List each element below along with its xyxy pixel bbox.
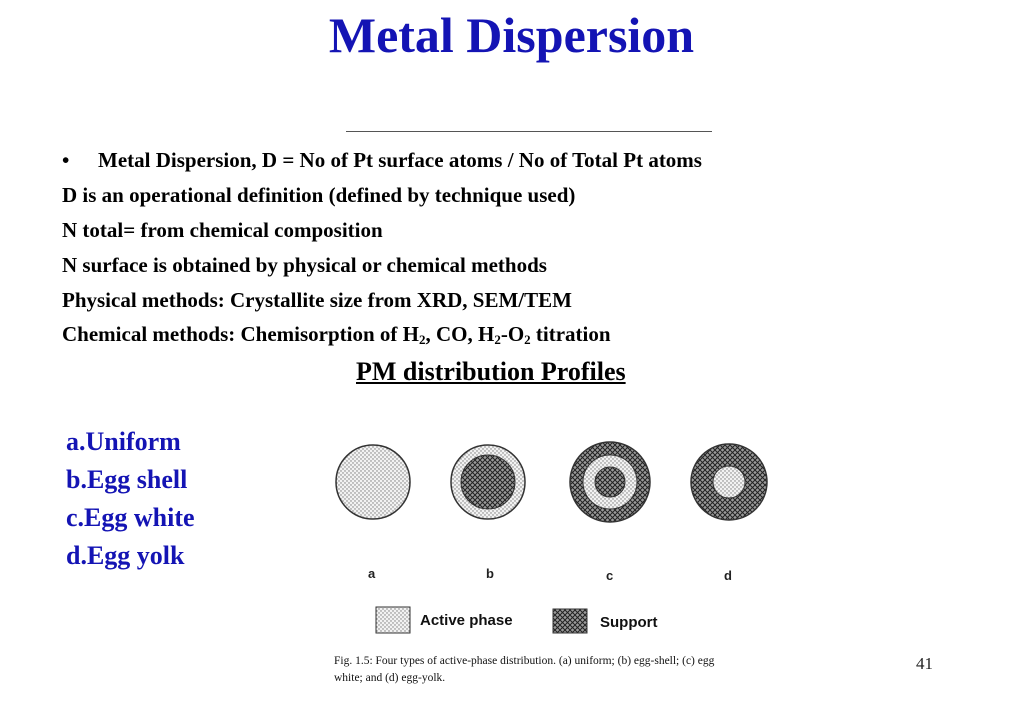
figure-caption bbox=[334, 653, 784, 687]
legend-swatch-active-phase bbox=[376, 607, 410, 633]
pellet-egg-white-core bbox=[595, 467, 625, 497]
profile-item-egg-shell: b.Egg shell bbox=[66, 465, 188, 494]
chemical-methods-line bbox=[62, 322, 611, 348]
figure-label-d: d bbox=[724, 568, 732, 583]
figure-caption-line-1: Fig. 1.5: Four types of active-phase distribution. (a) uniform; (b) egg-shell; (c) egg bbox=[334, 655, 715, 667]
profile-list bbox=[66, 423, 195, 575]
legend-support-label: Support bbox=[600, 614, 658, 631]
operational-definition-line: D is an operational definition (defined by technique used) bbox=[62, 183, 576, 207]
chem-text-o: -O bbox=[500, 322, 525, 346]
n-total-line: N total= from chemical composition bbox=[62, 218, 383, 242]
n-surface-line: N surface is obtained by physical or chemical methods bbox=[62, 253, 547, 277]
figure-caption-line-2: white; and (d) egg-yolk. bbox=[334, 672, 446, 684]
figure-label-c: c bbox=[606, 568, 614, 583]
distribution-figure bbox=[320, 430, 790, 655]
pellet-egg-yolk-core bbox=[713, 466, 745, 498]
legend-swatch-support bbox=[553, 609, 587, 633]
profile-item-egg-yolk: d.Egg yolk bbox=[66, 541, 185, 570]
profile-item-egg-white: c.Egg white bbox=[66, 503, 195, 532]
pellet-uniform bbox=[336, 445, 410, 519]
chem-sub-o2: 2 bbox=[524, 332, 531, 347]
chem-text-suffix: titration bbox=[530, 322, 611, 346]
chem-text-prefix: Chemical methods: Chemisorption of H bbox=[62, 322, 419, 346]
figure-label-a: a bbox=[368, 566, 376, 581]
bullet-icon: • bbox=[62, 148, 70, 172]
chem-text-co: , CO, H bbox=[425, 322, 495, 346]
dispersion-definition: Metal Dispersion, D = No of Pt surface atoms / No of Total Pt atoms bbox=[98, 148, 702, 172]
legend-active-phase-label: Active phase bbox=[420, 612, 513, 629]
pellet-egg-shell-core bbox=[461, 455, 515, 509]
pellet-diagrams bbox=[320, 430, 790, 650]
slide-title: Metal Dispersion bbox=[328, 7, 695, 63]
title-divider bbox=[346, 131, 712, 132]
page-number: 41 bbox=[916, 654, 933, 673]
chem-sub-h2: 2 bbox=[418, 332, 426, 347]
figure-label-b: b bbox=[486, 566, 494, 581]
pm-distribution-heading: PM distribution Profiles bbox=[356, 357, 626, 386]
physical-methods-line: Physical methods: Crystallite size from XRD, SEM/TEM bbox=[62, 288, 572, 312]
profile-item-uniform: a.Uniform bbox=[66, 427, 181, 456]
chem-sub-h2-second: 2 bbox=[494, 332, 501, 347]
